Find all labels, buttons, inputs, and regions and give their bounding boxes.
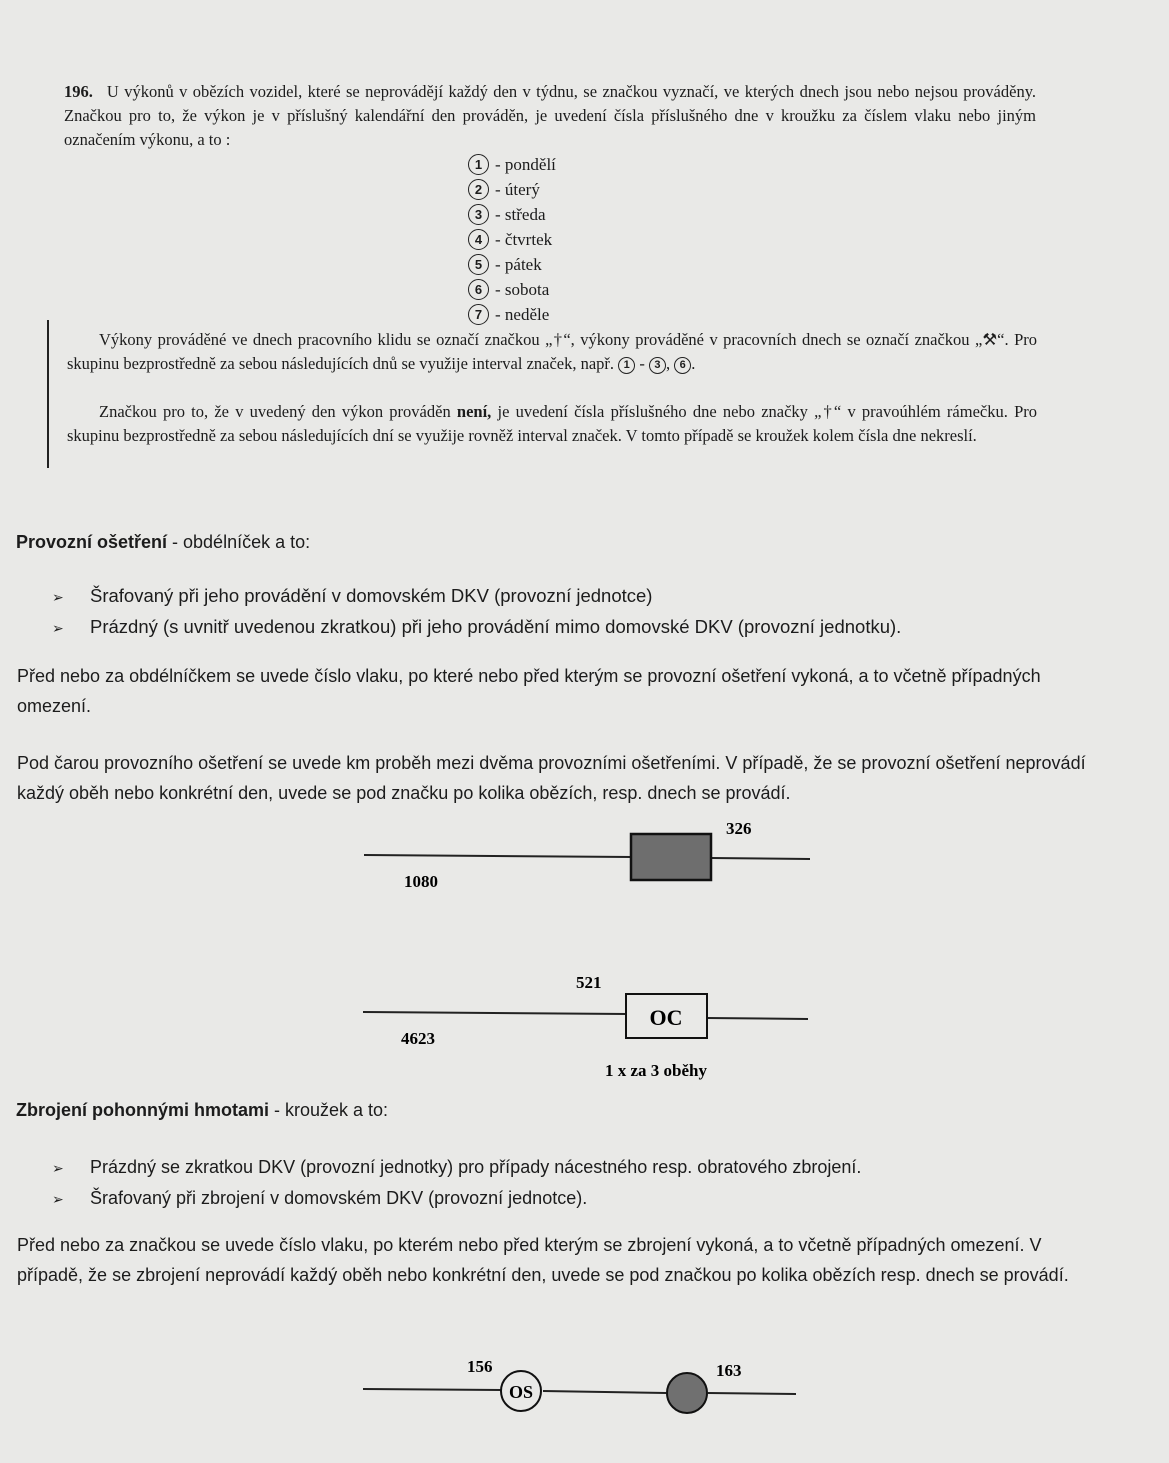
track-line xyxy=(708,1393,796,1394)
arrowhead-bullet-icon: ➢ xyxy=(52,589,64,605)
day-label: - středa xyxy=(495,205,546,224)
day-label: - neděle xyxy=(495,305,550,324)
bullet-text: Prázdný (s uvnitř uvedenou zkratkou) při jeho provádění mimo domovské DKV (provozní jednotku). xyxy=(90,616,902,637)
circled-number-icon: 2 xyxy=(468,179,489,200)
arrowhead-bullet-icon: ➢ xyxy=(52,1191,64,1207)
circled-number-icon: 6 xyxy=(674,357,691,374)
circled-number-icon: 3 xyxy=(468,204,489,225)
rule2-text-a: Značkou pro to, že v uvedený den výkon prováděn xyxy=(99,402,451,421)
track-line xyxy=(363,1012,627,1014)
bullet-text: Šrafovaný při jeho provádění v domovském DKV (provozní jednotce) xyxy=(90,585,653,606)
provozni-title: Provozní ošetření xyxy=(16,532,168,552)
circled-number-icon: 1 xyxy=(618,357,635,374)
day-label: - pátek xyxy=(495,255,542,274)
arrowhead-bullet-icon: ➢ xyxy=(52,620,64,636)
diagram1-left-train: 1080 xyxy=(404,872,438,891)
zbrojeni-para: Před nebo za značkou se uvede číslo vlaku, po kterém nebo před kterým se zbrojení vykoná, a to včetně případných omezení. V případě, že se zbrojení neprovádí každý oběh nebo konkrétní den, uvede se pod značkou po kolika obězích resp. dnech se provádí. xyxy=(17,1235,1069,1285)
diagram2-note: 1 x za 3 oběhy xyxy=(605,1061,707,1080)
bullet-text: Prázdný se zkratkou DKV (provozní jednotky) pro případy nácestného resp. obratového zbrojení. xyxy=(90,1157,862,1177)
diagram2-train-above: 521 xyxy=(576,973,602,992)
rule1-text: Výkony prováděné ve dnech pracovního klidu se označí značkou „†“, výkony prováděné v pracovních dnech se označí značkou „⚒“. Pro skupinu bezprostředně za sebou následujících dnů se využije interval značek, např. xyxy=(67,330,1037,373)
rule-paragraph-1: Výkony prováděné ve dnech pracovního klidu se označí značkou „†“, výkony prováděné v pracovních dnech se označí značkou „⚒“. Pro skupinu bezprostředně za sebou následujících dnů se využije interval značek, např. 1 - 3 , 6 . xyxy=(67,330,1037,373)
provozni-para-1: Před nebo za obdélníčkem se uvede číslo vlaku, po které nebo před kterým se provozní ošetření vykoná, a to včetně případných omezení. xyxy=(17,666,1041,716)
diagram3-right-train: 163 xyxy=(716,1361,742,1380)
track-line xyxy=(711,858,810,859)
track-line xyxy=(364,855,632,857)
track-line xyxy=(707,1018,808,1019)
section-number: 196. xyxy=(64,82,93,101)
diagram3-circle-label: OS xyxy=(508,1382,534,1402)
day-label: - čtvrtek xyxy=(495,230,553,249)
circled-number-icon: 6 xyxy=(468,279,489,300)
rule2-text-b: je uvedení čísla příslušného dne nebo značky „†“ v pravoúhlém rámečku. Pro skupinu bezprostředně za sebou následujících dní se využije rovněž interval značek. V tomto případě se kroužek kolem čísla dne nekreslí. xyxy=(67,402,1037,445)
diagram-empty-rectangle xyxy=(363,973,808,1080)
track-line xyxy=(543,1391,666,1393)
provozni-para-2: Pod čarou provozního ošetření se uvede km proběh mezi dvěma provozními ošetřeními. V případě, že se provozní ošetření neprovádí každý oběh nebo konkrétní den, uvede se pod značku po kolika obězích, resp. dnech se provádí. xyxy=(17,753,1086,803)
diagram1-right-train: 326 xyxy=(726,819,752,838)
circled-number-icon: 1 xyxy=(468,154,489,175)
intro-text: U výkonů v obězích vozidel, které se neprovádějí každý den v týdnu, se značkou vyznačí, ve kterých dnech jsou nebo nejsou prováděny. Značkou pro to, že výkon je v příslušný kalendářní den prováděn, je uvedení čísla příslušného dne v kroužku za číslem vlaku nebo jiným označením výkonu, a to : xyxy=(64,82,1036,149)
day-label: - sobota xyxy=(495,280,550,299)
day-label: - pondělí xyxy=(495,155,556,174)
list-item xyxy=(52,1152,861,1183)
diagram2-box-label: OC xyxy=(649,1005,683,1030)
diagram3-left-train: 156 xyxy=(467,1357,493,1376)
hatched-rectangle-icon xyxy=(631,834,711,880)
zbrojeni-title: Zbrojení pohonnými hmotami xyxy=(16,1100,269,1120)
list-item xyxy=(52,1183,861,1214)
track-line xyxy=(363,1389,501,1390)
rule2-bold: není, xyxy=(456,402,492,421)
bullet-text: Šrafovaný při zbrojení v domovském DKV (provozní jednotce). xyxy=(90,1188,588,1208)
hatched-circle-icon xyxy=(667,1373,707,1413)
diagram-circles xyxy=(363,1357,796,1413)
diagram-hatched-rectangle xyxy=(364,819,810,891)
zbrojeni-heading xyxy=(16,1100,388,1121)
arrowhead-bullet-icon: ➢ xyxy=(52,1160,64,1176)
range-separator: - xyxy=(639,354,645,373)
circled-number-icon: 7 xyxy=(468,304,489,325)
zbrojeni-title-suffix: - kroužek a to: xyxy=(269,1100,389,1120)
provozni-title-suffix: - obdélníček a to: xyxy=(167,532,311,552)
diagram2-km: 4623 xyxy=(401,1029,435,1048)
circled-number-icon: 5 xyxy=(468,254,489,275)
circled-number-icon: 4 xyxy=(468,229,489,250)
day-label: - úterý xyxy=(495,180,540,199)
zbrojeni-bullets xyxy=(52,1152,861,1214)
circled-number-icon: 3 xyxy=(649,357,666,374)
